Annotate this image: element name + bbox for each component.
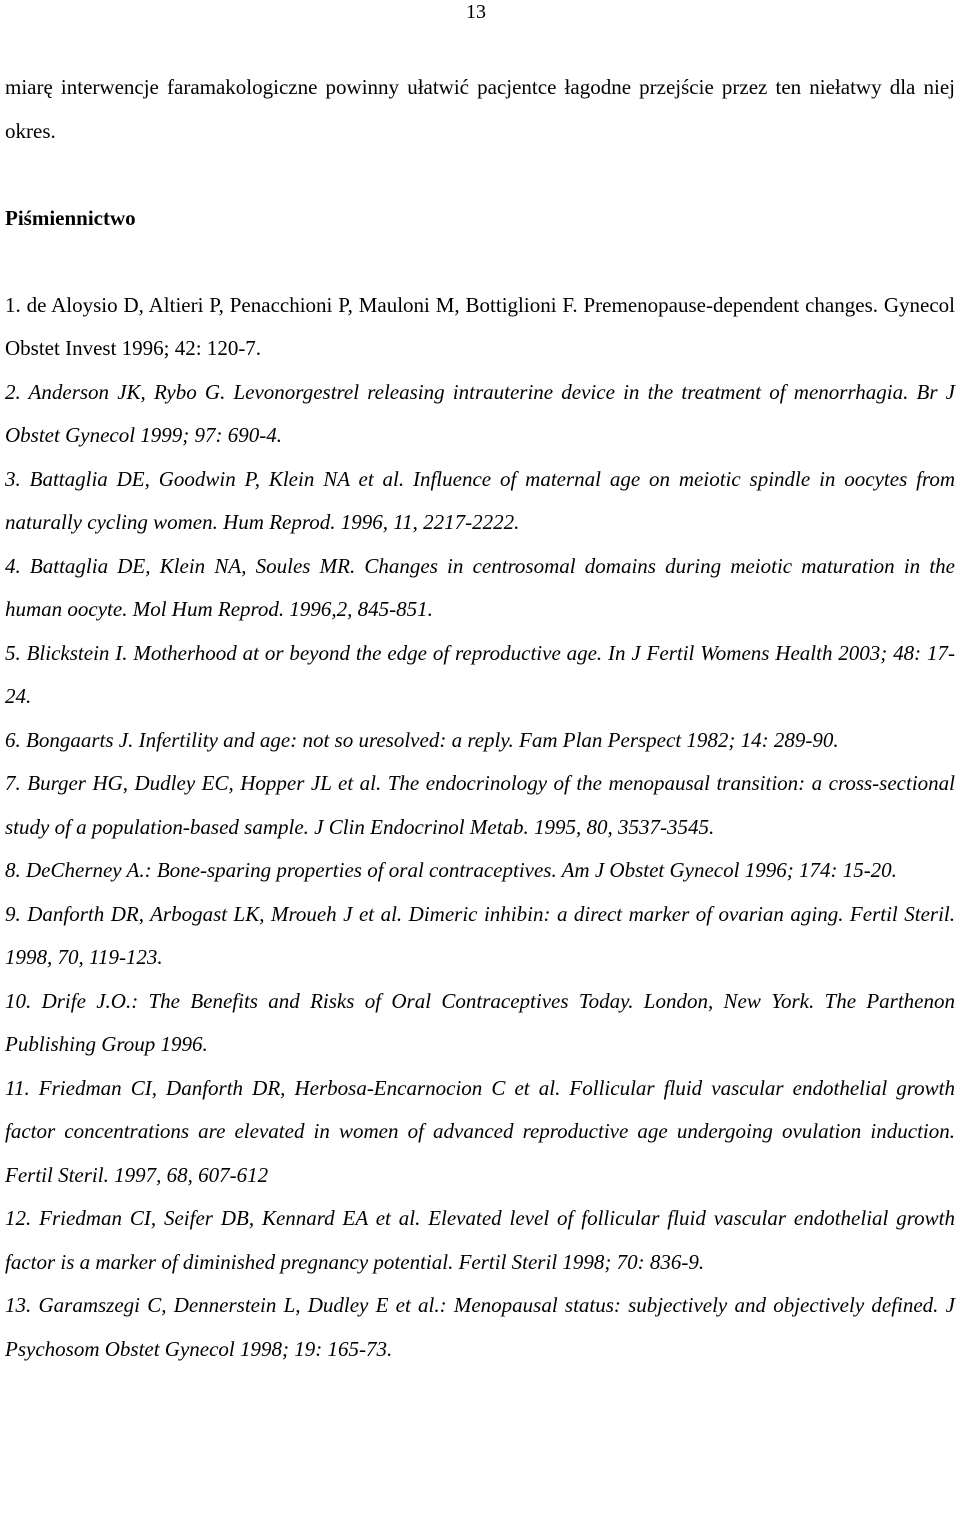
references-list [5,284,955,1372]
document-page [5,66,955,1371]
reference-item-9: 9. Danforth DR, Arbogast LK, Mroueh J et al. Dimeric inhibin: a direct marker of ovarian aging. Fertil Steril. 1998, 70, 119-123. [5,901,955,969]
reference-item-7: 7. Burger HG, Dudley EC, Hopper JL et al. The endocrinology of the menopausal transition: a cross-sectional study of a population-based sample. J Clin Endocrinol Metab. 1995, 80, 3537-3545. [5,771,955,839]
reference-item-12: 12. Friedman CI, Seifer DB, Kennard EA et al. Elevated level of follicular fluid vascular endothelial growth factor is a marker of diminished pregnancy potential. Fertil Steril 1998; 70: 836-9. [5,1206,955,1274]
reference-item-13: 13. Garamszegi C, Dennerstein L, Dudley E et al.: Menopausal status: subjectively and objectively defined. J Psychosom Obstet Gynecol 1998; 19: 165-73. [5,1293,955,1361]
reference-item-2: 2. Anderson JK, Rybo G. Levonorgestrel releasing intrauterine device in the treatment of menorrhagia. Br J Obstet Gynecol 1999; 97: 690-4. [5,379,955,447]
reference-item-5: 5. Blickstein I. Motherhood at or beyond the edge of reproductive age. In J Fertil Womens Health 2003; 48: 17-24. [5,640,955,708]
reference-item-3: 3. Battaglia DE, Goodwin P, Klein NA et al. Influence of maternal age on meiotic spindle in oocytes from naturally cycling women. Hum Reprod. 1996, 11, 2217-2222. [5,466,955,534]
reference-item-8: 8. DeCherney A.: Bone-sparing properties of oral contraceptives. Am J Obstet Gynecol 1996; 174: 15-20. [5,858,897,882]
reference-item-1: 1. de Aloysio D, Altieri P, Penacchioni P, Mauloni M, Bottiglioni F. Premenopause-dependent changes. Gynecol Obstet Invest 1996; 42: 120-7. [5,292,955,360]
reference-item-10: 10. Drife J.O.: The Benefits and Risks of Oral Contraceptives Today. London, New York. The Parthenon Publishing Group 1996. [5,988,955,1056]
page-number: 13 [466,1,486,23]
reference-item-11: 11. Friedman CI, Danforth DR, Herbosa-Encarnocion C et al. Follicular fluid vascular endothelial growth factor concentrations are elevated in women of advanced reproductive age undergoing ovulation induction. Fertil Steril. 1997, 68, 607-612 [5,1075,955,1187]
intro-paragraph: miarę interwencje faramakologiczne powinny ułatwić pacjentce łagodne przejście przez ten niełatwy dla niej okres. [5,75,955,143]
reference-item-6: 6. Bongaarts J. Infertility and age: not so uresolved: a reply. Fam Plan Perspect 1982; 14: 289-90. [5,727,839,752]
reference-item-4: 4. Battaglia DE, Klein NA, Soules MR. Changes in centrosomal domains during meiotic maturation in the human oocyte. Mol Hum Reprod. 1996,2, 845-851. [5,553,955,621]
references-heading: Piśmiennictwo [5,205,136,230]
